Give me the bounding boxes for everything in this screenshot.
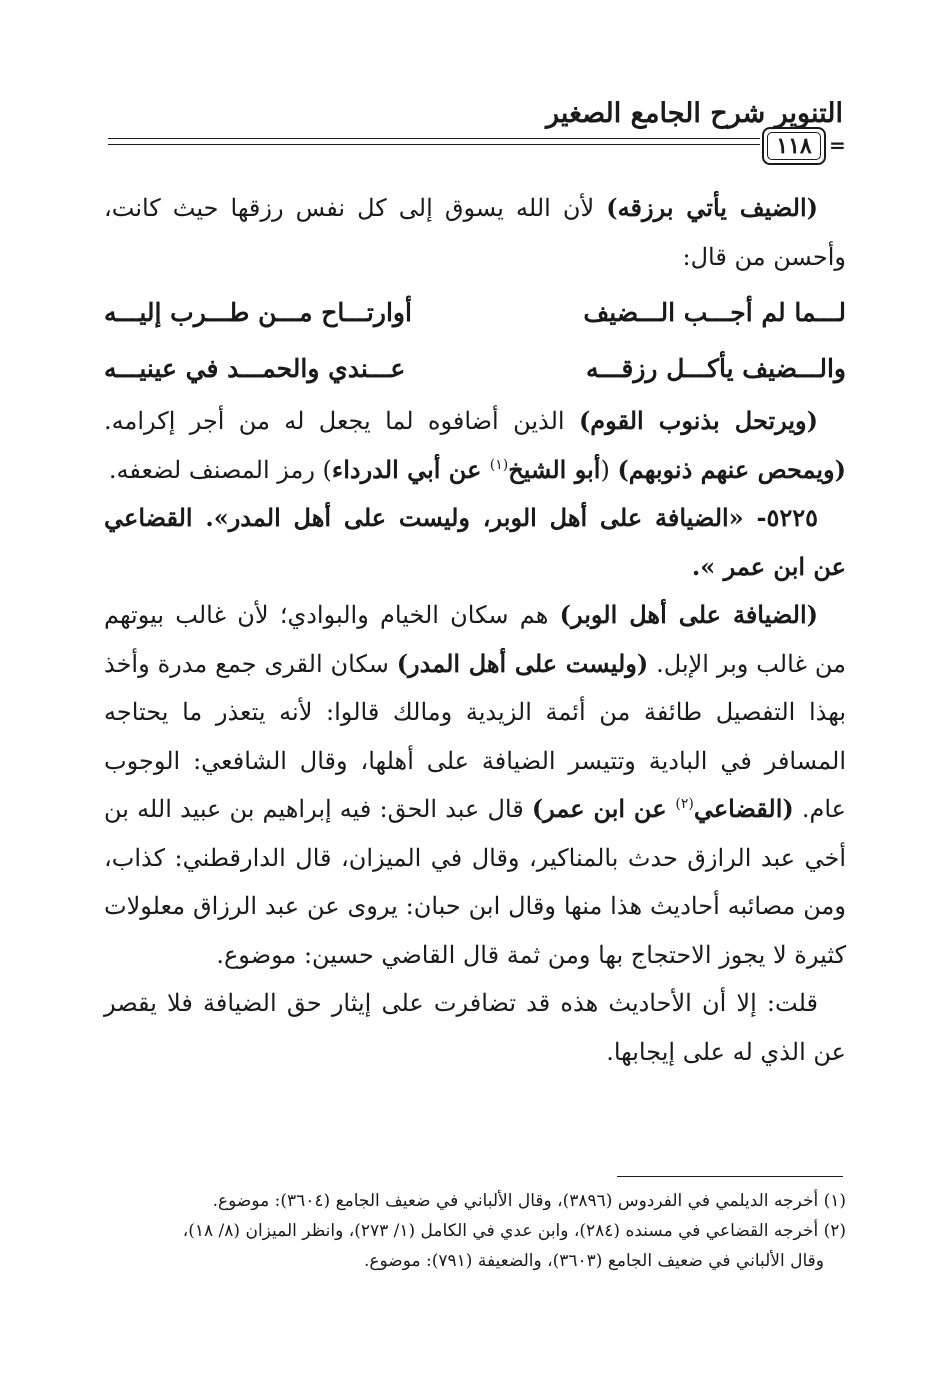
paragraph-4 — [104, 591, 846, 979]
rule-end-ornament: = — [829, 133, 846, 157]
paragraph-2 — [104, 397, 846, 494]
footnote-2: (٢) أخرجه القضاعي في مسنده (٢٨٤)، وابن عدي في الكامل (١/ ٢٧٣)، وانظر الميزان (٨/ ١٨)، — [182, 1221, 846, 1241]
paragraph-4-text-3: قال عبد الحق: فيه إبراهيم بن عبيد الله بن أخي عبد الرازق حدث بالمناكير، وقال في الميزان، قال الدارقطني: كذاب، ومن مصائبه أحاديث هذا منها وقال ابن حبان: يروى عن عبد الرزاق معلولات كثيرة لا يجوز الاحتجاج بها ومن ثمة قال القاضي حسين: موضوع. — [104, 795, 846, 969]
footnotes — [104, 1186, 846, 1276]
paragraph-2-text-1: الذين أضافوه لما يجعل له من أجر إكرامه. — [104, 407, 579, 435]
paragraph-1-text: لأن الله يسوق إلى كل نفس رزقها حيث كانت، وأحسن من قال: — [104, 194, 846, 271]
poem-verse-1-second-half: أوارتـــاح مـــن طـــرب إليـــه — [104, 298, 412, 327]
hadith-heading: ٥٢٢٥- «الضيافة على أهل الوبر، وليست على أهل المدر». القضاعي عن ابن عمر ». — [104, 503, 846, 581]
running-title: التنوير شرح الجامع الصغير — [546, 98, 843, 129]
footnote-ref-2: (٢) — [675, 796, 694, 812]
footnote-2-continued: وقال الألباني في ضعيف الجامع (٣٦٠٣)، والضعيفة (٧٩١): موضوع. — [363, 1251, 824, 1271]
page-number: ١١٨ — [776, 133, 812, 159]
footnote-ref-1: (١) — [489, 456, 509, 473]
paragraph-2-text-2: ( — [600, 455, 618, 484]
paragraph-4-bold-3: (القضاعي — [693, 794, 794, 823]
poem-verse-1-first-half: لـــما لم أجـــب الـــضيف — [583, 298, 846, 327]
paragraph-4-bold-1: (الضيافة على أهل الوبر) — [559, 600, 818, 629]
paragraph-1-bold: (الضيف يأتي برزقه) — [606, 193, 819, 222]
footnote-1: (١) أخرجه الديلمي في الفردوس (٣٨٩٦)، وقال الألباني في ضعيف الجامع (٣٦٠٤): موضوع. — [212, 1191, 846, 1211]
paragraph-4-bold-2: (وليست على أهل المدر) — [396, 648, 649, 678]
paragraph-5: قلت: إلا أن الأحاديث هذه قد تضافرت على إيثار حق الضيافة فلا يقصر عن الذي له على إيجابها. — [104, 989, 846, 1066]
header-rule-top — [108, 138, 760, 139]
paragraph-2-bold-3: أبو الشيخ — [508, 454, 601, 484]
poem-verse-1 — [104, 285, 846, 341]
paragraph-2-bold-2: (ويمحص عنهم ذنوبهم) — [617, 454, 846, 484]
paragraph-4-text-1: هم سكان الخيام والبوادي؛ لأن غالب بيوتهم من غالب وبر الإبل. — [104, 601, 846, 678]
paragraph-2-bold-4: عن أبي الدرداء — [331, 454, 490, 484]
paragraph-1 — [104, 184, 846, 281]
page-number-frame — [762, 127, 826, 165]
poem — [104, 285, 846, 397]
footnote-separator — [617, 1176, 843, 1177]
header-rule-bottom — [108, 144, 760, 145]
poem-verse-2-first-half: والـــضيف يأكـــل رزقـــه — [586, 354, 846, 383]
main-text — [104, 184, 846, 1076]
poem-verse-2-second-half: عـــندي والحمـــد في عينيـــه — [104, 354, 406, 383]
paragraph-4-text-2: سكان القرى جمع مدرة وأخذ بهذا التفصيل طائفة من أئمة الزيدية ومالك قالوا: لأنه يتعذر ما يحتاجه المسافر في البادية وتتيسر الضيافة على أهلها، وقال الشافعي: الوجوب عام. — [104, 649, 847, 823]
paragraph-4-bold-4: عن ابن عمر) — [531, 794, 676, 823]
paragraph-2-text-3: ) رمز المصنف لضعفه. — [108, 455, 332, 484]
poem-verse-2 — [104, 341, 846, 397]
paragraph-2-bold-1: (ويرتحل بذنوب القوم) — [578, 406, 818, 435]
